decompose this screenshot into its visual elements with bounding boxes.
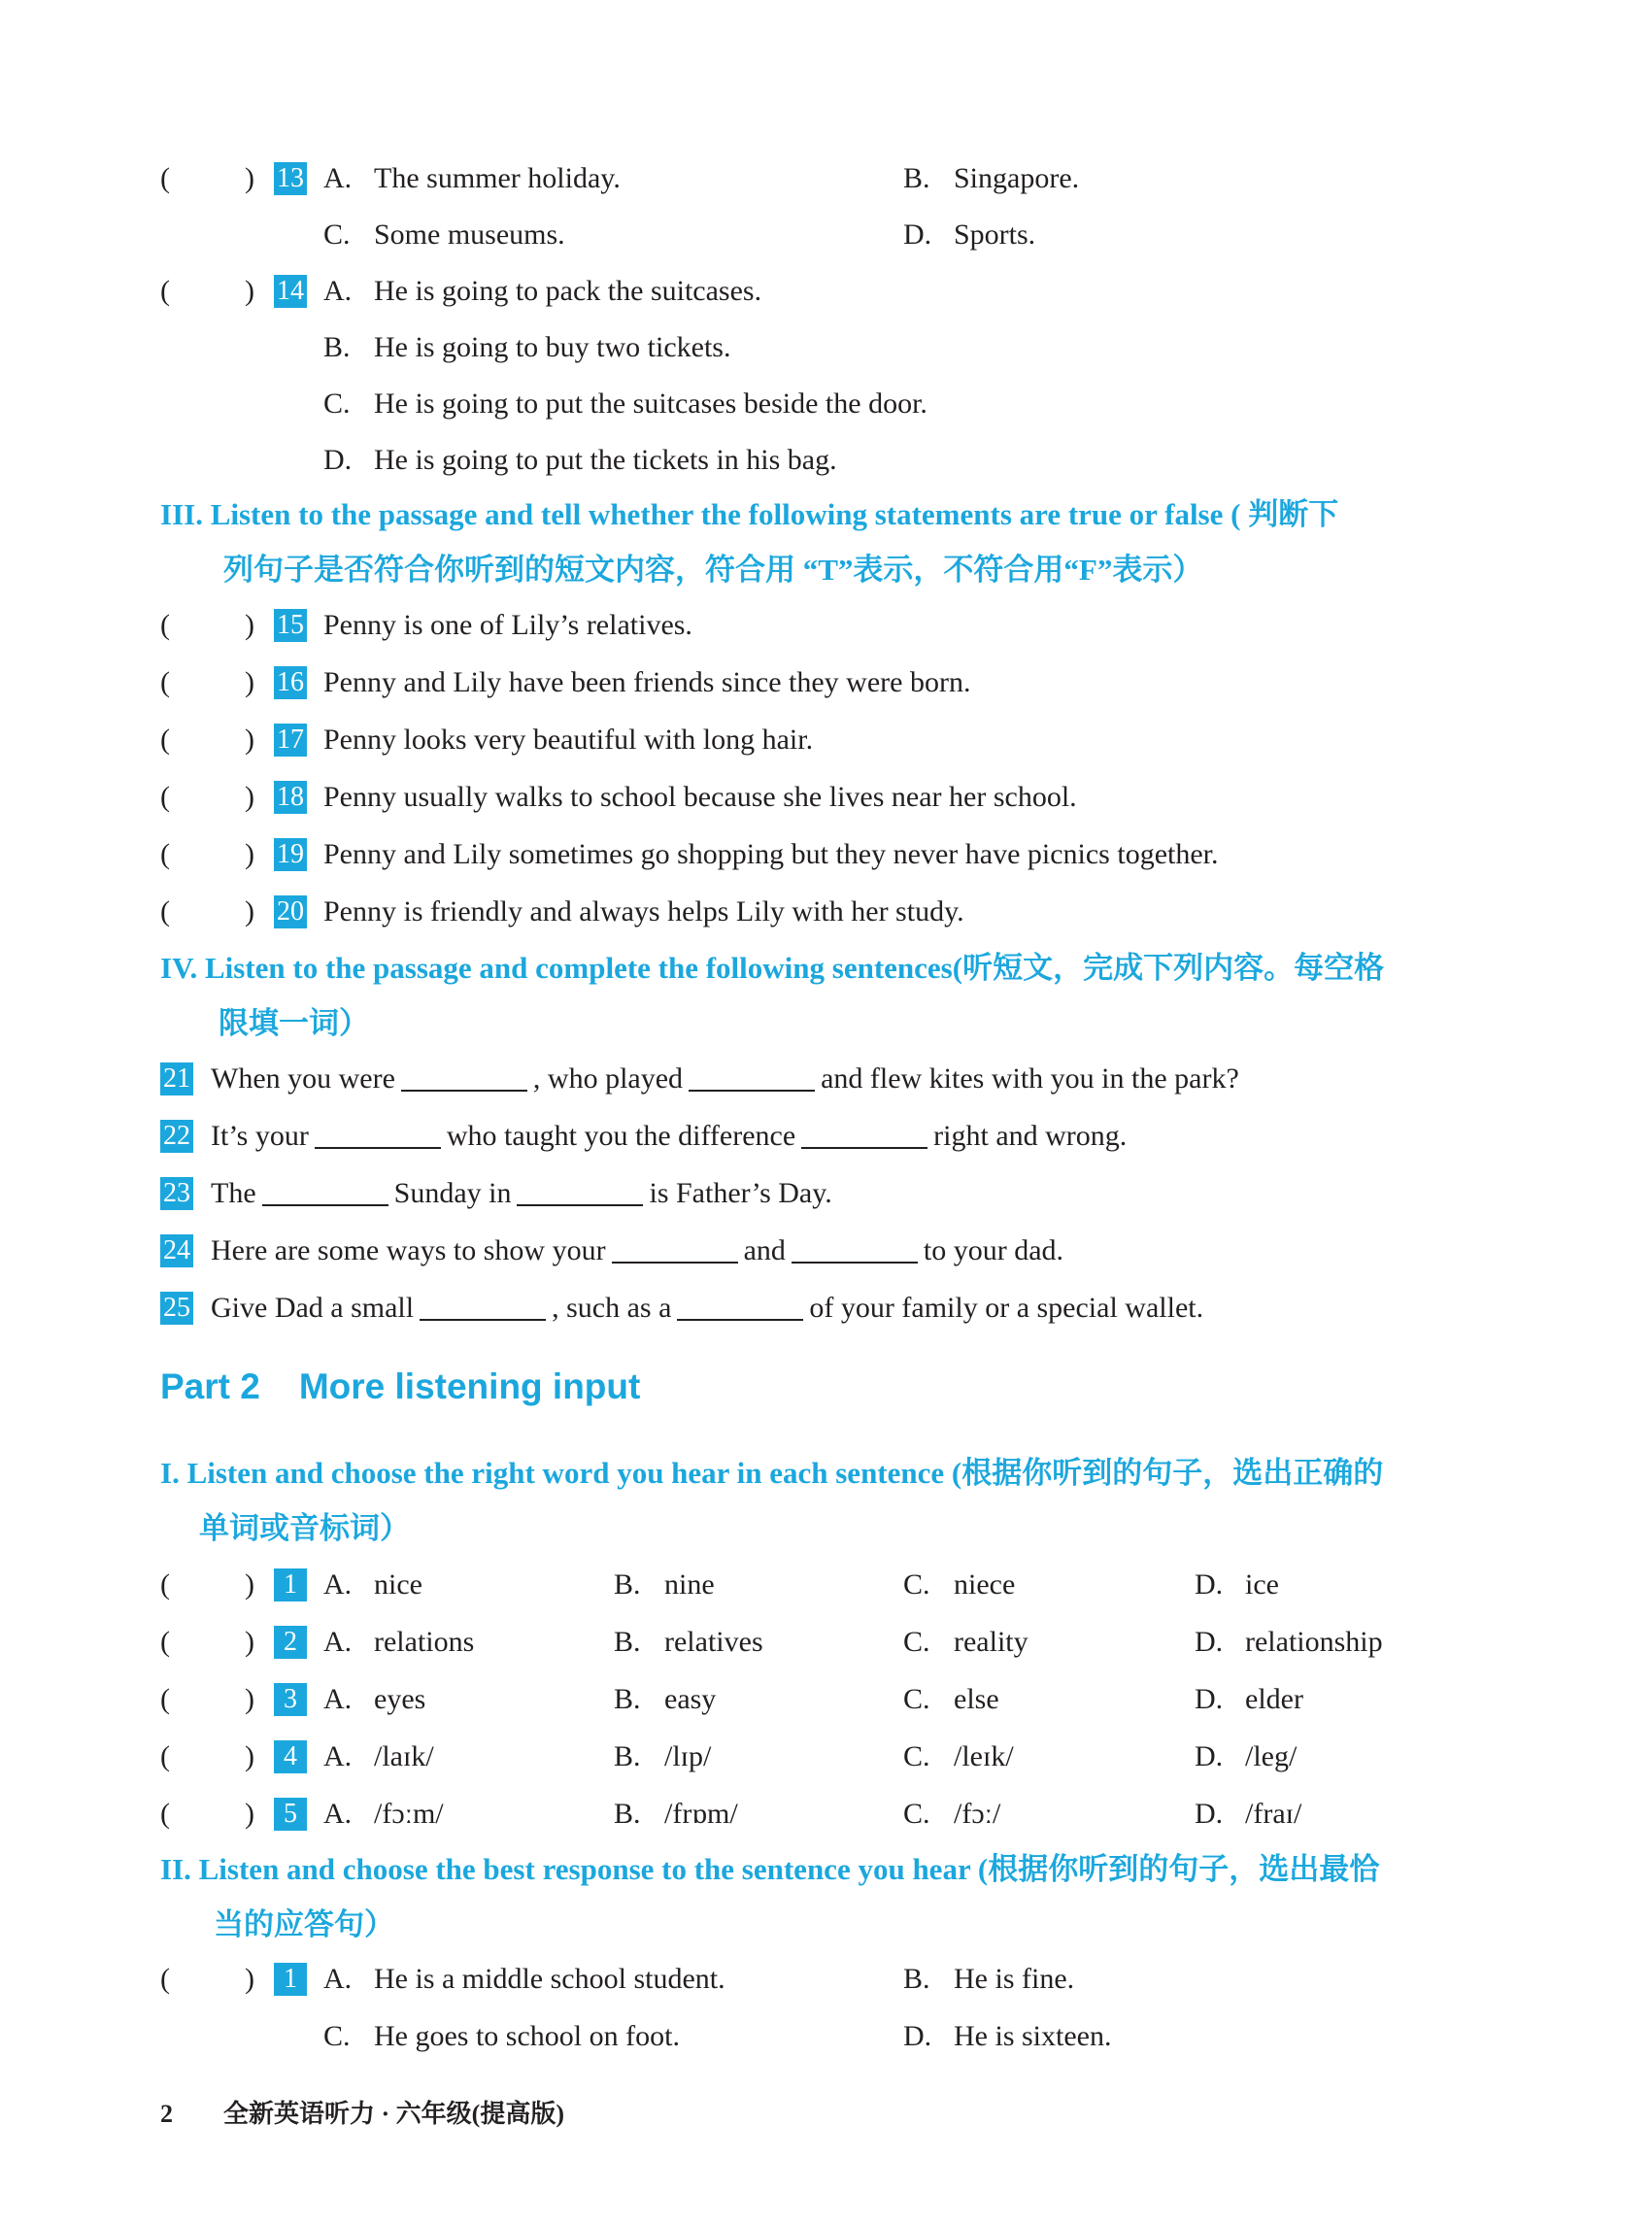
option-a: A. relations	[323, 1626, 475, 1658]
answer-paren-open: (	[160, 162, 170, 194]
statement-text: Penny is friendly and always helps Lily with her study.	[323, 895, 964, 927]
answer-blank[interactable]	[517, 1177, 643, 1206]
question-14-option-c	[0, 385, 1652, 423]
answer-blank[interactable]	[677, 1292, 803, 1321]
option-d: D. relationship	[1195, 1626, 1383, 1658]
question-number-badge: 22	[160, 1120, 193, 1153]
option-a: A. /fɔːm/	[323, 1798, 444, 1830]
statement-text: Penny and Lily sometimes go shopping but they never have picnics together.	[323, 838, 1219, 870]
question-14-option-b	[0, 328, 1652, 367]
question-number-badge: 1	[274, 1568, 307, 1601]
option-a: A. eyes	[323, 1683, 426, 1715]
question-14	[0, 272, 1652, 311]
option-b: B. easy	[614, 1683, 717, 1715]
word-question: ( ) 2 A. relations B. relatives C. reality D. relationship	[0, 1623, 1652, 1662]
part-2-title: Part 2 More listening input	[160, 1366, 641, 1406]
option-a: A. nice	[323, 1568, 422, 1601]
word-question: ( ) 1 A. nice B. nine C. niece D. ice	[0, 1566, 1652, 1604]
option-d: D. /fraɪ/	[1195, 1798, 1302, 1830]
question-13	[0, 159, 1652, 198]
tf-question: ( ) 16 Penny and Lily have been friends since they were born.	[0, 663, 1652, 702]
option-d: D. /leg/	[1195, 1740, 1298, 1772]
response-question: ( ) 1 A. He is a middle school student. B. He is fine.	[0, 1960, 1652, 1999]
question-number-badge: 14	[274, 275, 307, 308]
option-a: A. The summer holiday.	[323, 162, 621, 194]
question-number-badge: 16	[274, 666, 307, 699]
answer-paren-close: )	[245, 275, 254, 307]
answer-blank[interactable]	[612, 1234, 738, 1264]
answer-blank[interactable]	[792, 1234, 918, 1264]
fill-question: 25 Give Dad a small , such as a of your family or a special wallet.	[0, 1289, 1652, 1328]
tf-question: ( ) 18 Penny usually walks to school because she lives near her school.	[0, 778, 1652, 817]
option-b: B. Singapore.	[903, 162, 1080, 194]
section-3-heading: III. Listen to the passage and tell whether the following statements are true or false ( 判断下 列句子是否符合你听到的短文内容，符合用 “T”表示，不符合用“F”表示）	[160, 497, 1339, 587]
answer-paren-close: )	[245, 162, 254, 194]
option-c: C. reality	[903, 1626, 1028, 1658]
section-4-heading: IV. Listen to the passage and complete the following sentences(听短文，完成下列内容。每空格 限填一词）	[160, 951, 1385, 1040]
book-title: 全新英语听力 · 六年级(提高版)	[223, 2100, 564, 2128]
option-c: C. niece	[903, 1568, 1016, 1601]
part2-section-2-heading: II. Listen and choose the best response to the sentence you hear (根据你听到的句子，选出最恰 当的应答句）	[160, 1852, 1380, 1941]
option-c: C. He goes to school on foot.	[323, 2020, 680, 2052]
question-number-badge: 20	[274, 895, 307, 928]
word-question: ( ) 5 A. /fɔːm/ B. /frɒm/ C. /fɔː/ D. /fraɪ/	[0, 1795, 1652, 1834]
option-c: C. Some museums.	[323, 219, 565, 251]
answer-blank[interactable]	[801, 1120, 927, 1149]
page-number: 2	[160, 2100, 173, 2128]
option-c: C. else	[903, 1683, 999, 1715]
question-14-option-d	[0, 441, 1652, 480]
word-question: ( ) 3 A. eyes B. easy C. else D. elder	[0, 1680, 1652, 1719]
question-number-badge: 23	[160, 1177, 193, 1210]
question-number-badge: 19	[274, 838, 307, 871]
answer-paren-open: (	[160, 275, 170, 307]
option-d: D. He is sixteen.	[903, 2020, 1112, 2052]
fill-question: 22 It’s your who taught you the difference right and wrong.	[0, 1117, 1652, 1156]
statement-text: Penny usually walks to school because she lives near her school.	[323, 781, 1077, 813]
question-number-badge: 2	[274, 1626, 307, 1659]
response-question-row-2	[0, 2017, 1652, 2056]
question-number-badge: 17	[274, 724, 307, 757]
option-d: D. He is going to put the tickets in his bag.	[323, 444, 837, 476]
statement-text: Penny and Lily have been friends since they were born.	[323, 666, 971, 698]
option-c: C. /fɔː/	[903, 1798, 1001, 1830]
question-number-badge: 4	[274, 1740, 307, 1773]
tf-question: ( ) 15 Penny is one of Lily’s relatives.	[0, 606, 1652, 645]
fill-question: 21 When you were , who played and flew kites with you in the park?	[0, 1060, 1652, 1098]
question-number-badge: 15	[274, 609, 307, 642]
statement-text: Penny is one of Lily’s relatives.	[323, 609, 692, 641]
question-number-badge: 21	[160, 1062, 193, 1096]
option-d: D. elder	[1195, 1683, 1303, 1715]
answer-blank[interactable]	[315, 1120, 441, 1149]
question-number-badge: 24	[160, 1234, 193, 1267]
answer-blank[interactable]	[420, 1292, 546, 1321]
word-question: ( ) 4 A. /laɪk/ B. /lɪp/ C. /leɪk/ D. /leg/	[0, 1737, 1652, 1776]
question-number-badge: 1	[274, 1963, 307, 1996]
option-a: A. He is going to pack the suitcases.	[323, 275, 762, 307]
option-c: C. He is going to put the suitcases beside the door.	[323, 388, 927, 420]
answer-blank[interactable]	[401, 1062, 527, 1092]
question-number-badge: 3	[274, 1683, 307, 1716]
question-13-row-2	[0, 216, 1652, 254]
answer-blank[interactable]	[262, 1177, 388, 1206]
fill-question: 24 Here are some ways to show your and to your dad.	[0, 1231, 1652, 1270]
tf-question: ( ) 17 Penny looks very beautiful with long hair.	[0, 721, 1652, 759]
option-b: B. He is going to buy two tickets.	[323, 331, 731, 363]
question-number-badge: 25	[160, 1292, 193, 1325]
question-number-badge: 13	[274, 162, 307, 195]
option-b: B. relatives	[614, 1626, 763, 1658]
question-number-badge: 5	[274, 1798, 307, 1831]
option-b: B. He is fine.	[903, 1963, 1075, 1995]
option-a: A. /laɪk/	[323, 1740, 434, 1772]
part2-section-1-heading: I. Listen and choose the right word you hear in each sentence (根据你听到的句子，选出正确的 单词或音标词）	[160, 1456, 1384, 1545]
option-a: A. He is a middle school student.	[323, 1963, 725, 1995]
tf-question: ( ) 19 Penny and Lily sometimes go shopping but they never have picnics together.	[0, 835, 1652, 874]
statement-text: Penny looks very beautiful with long hair.	[323, 724, 814, 756]
option-b: B. /lɪp/	[614, 1740, 712, 1772]
option-d: D. Sports.	[903, 219, 1036, 251]
fill-question: 23 The Sunday in is Father’s Day.	[0, 1174, 1652, 1213]
option-c: C. /leɪk/	[903, 1740, 1014, 1772]
option-b: B. nine	[614, 1568, 715, 1601]
option-b: B. /frɒm/	[614, 1798, 738, 1830]
answer-blank[interactable]	[689, 1062, 815, 1092]
tf-question: ( ) 20 Penny is friendly and always helps Lily with her study.	[0, 893, 1652, 931]
option-d: D. ice	[1195, 1568, 1279, 1601]
question-number-badge: 18	[274, 781, 307, 814]
